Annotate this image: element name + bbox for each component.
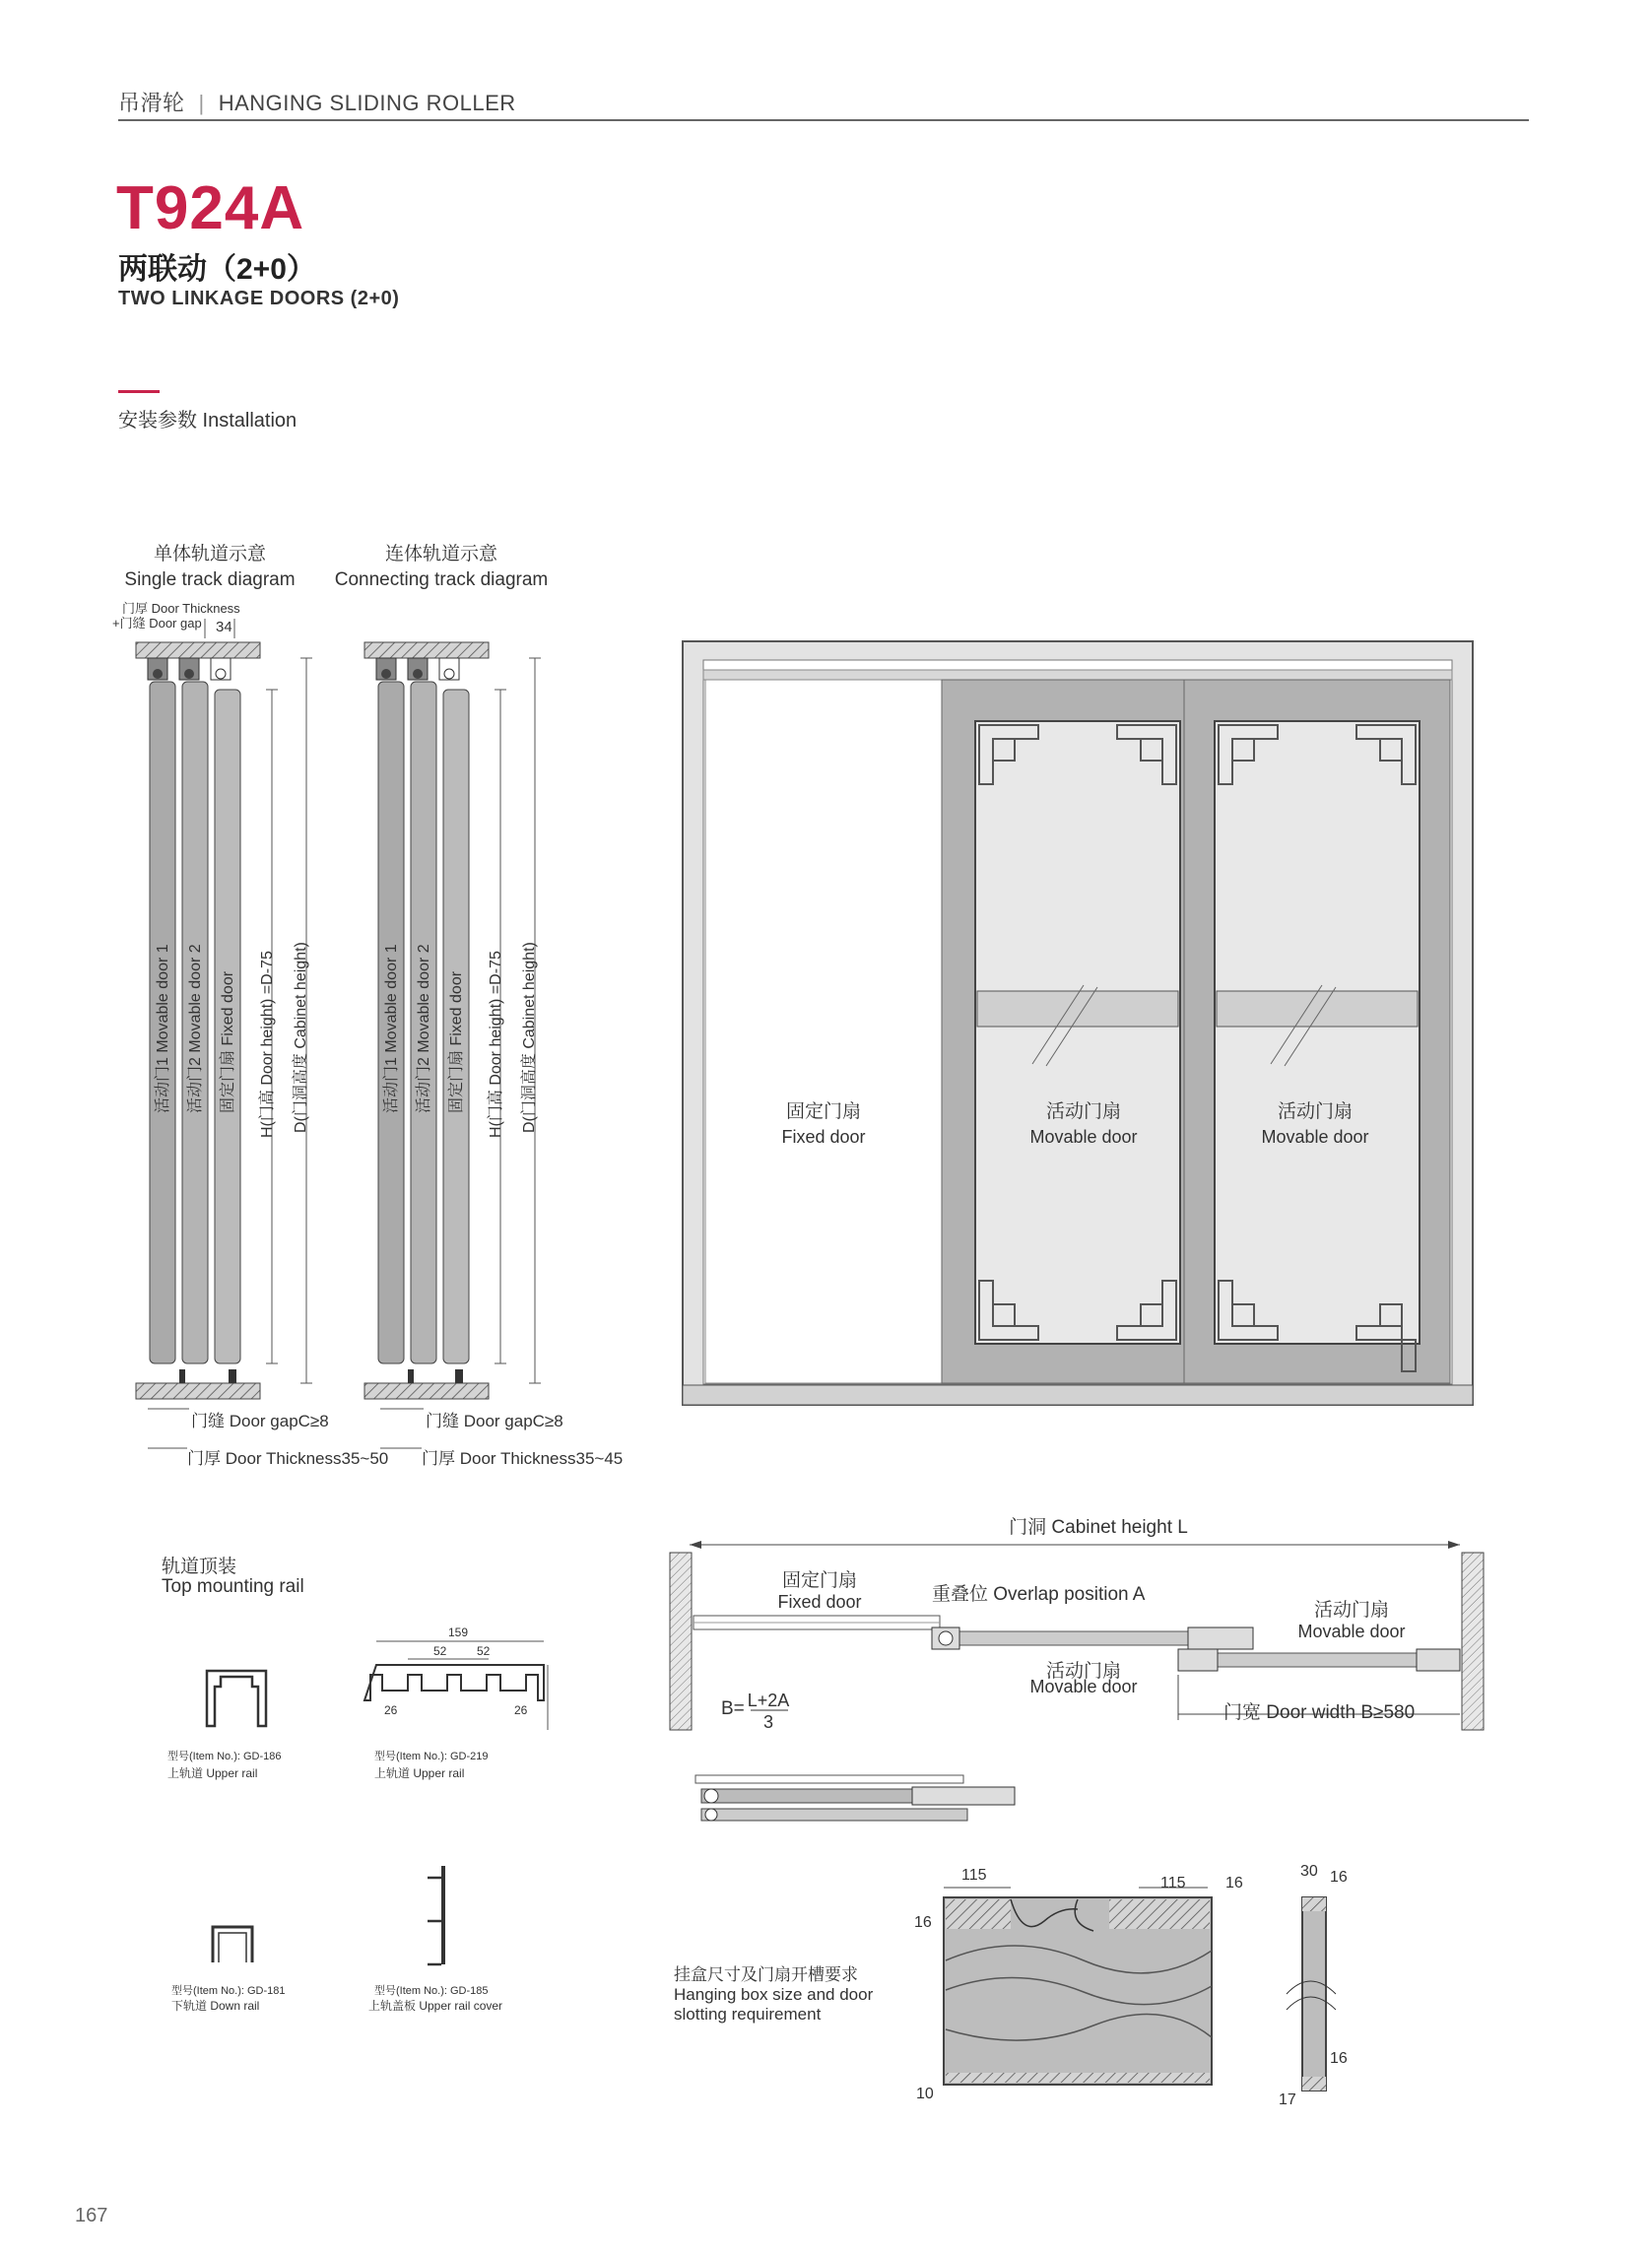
connecting-label-cabinet: D(门洞高度 Cabinet height) — [521, 942, 538, 1133]
gd219-width: 159 — [447, 1626, 469, 1639]
gd185-item-no: 型号(Item No.): GD-185 — [374, 1985, 489, 1997]
slotting-title-en-1: Hanging box size and door — [674, 1985, 874, 2004]
gd186-item-no: 型号(Item No.): GD-186 — [167, 1751, 282, 1762]
single-track-title-en: Single track diagram — [124, 569, 296, 590]
plan-cabinet-label: 门洞 Cabinet height L — [1009, 1517, 1188, 1538]
connecting-gap-note: 门缝 Door gapC≥8 — [426, 1412, 563, 1430]
rail-profiles — [162, 1556, 548, 2013]
front-view-diagram — [683, 641, 1473, 1405]
side-dim-16-top: 16 — [1330, 1869, 1348, 1886]
gd185-name: 上轨盖板 Upper rail cover — [368, 1999, 503, 2013]
connecting-label-movable-2: 活动门2 Movable door 2 — [416, 944, 432, 1113]
front-movable-1-en: Movable door — [1029, 1127, 1138, 1147]
model-number: T924A — [116, 174, 305, 242]
gd181-name: 下轨道 Down rail — [171, 1999, 260, 2013]
slotting-title-en-2: slotting requirement — [674, 2005, 822, 2024]
slot-dim-10: 10 — [916, 2086, 934, 2102]
connecting-track-diagram — [335, 543, 624, 1468]
section-label: 安装参数 Installation — [118, 410, 297, 431]
slot-dim-115-left: 115 — [961, 1867, 987, 1884]
single-gap-value: 34 — [216, 619, 232, 635]
page-number: 167 — [75, 2205, 108, 2226]
gd219-name: 上轨道 Upper rail — [374, 1766, 465, 1780]
plan-view-diagram — [670, 1516, 1484, 1821]
connecting-label-movable-1: 活动门1 Movable door 1 — [383, 944, 400, 1113]
connecting-thickness-note: 门厚 Door Thickness35~45 — [422, 1449, 624, 1468]
single-label-movable-1: 活动门1 Movable door 1 — [155, 944, 171, 1113]
single-gap-note: 门缝 Door gapC≥8 — [191, 1412, 329, 1430]
single-thickness-note-1: 门厚 Door Thickness — [122, 601, 240, 616]
gd219-dim-a: 52 — [433, 1644, 447, 1658]
header-separator: | — [198, 91, 205, 115]
front-fixed-cn: 固定门扇 — [785, 1101, 862, 1122]
slotting-diagram — [674, 1863, 1348, 2108]
gd219-dim-b: 52 — [477, 1644, 491, 1658]
gd186-name: 上轨道 Upper rail — [167, 1766, 258, 1780]
slotting-title-cn: 挂盒尺寸及门扇开槽要求 — [674, 1965, 858, 1984]
gd219-dim-d: 26 — [514, 1703, 528, 1717]
product-title-cn: 两联动（2+0） — [118, 253, 316, 286]
rails-title-en: Top mounting rail — [162, 1576, 304, 1597]
connecting-track-title-cn: 连体轨道示意 — [384, 544, 498, 564]
front-movable-1-cn: 活动门扇 — [1045, 1101, 1122, 1122]
slot-dim-16-left: 16 — [914, 1914, 932, 1931]
single-label-height: H(门高 Door height) =D-75 — [259, 951, 276, 1138]
front-fixed-en: Fixed door — [781, 1127, 866, 1147]
slot-dim-115-right: 115 — [1160, 1875, 1186, 1892]
slot-dim-16-top: 16 — [1225, 1875, 1243, 1892]
single-label-movable-2: 活动门2 Movable door 2 — [187, 944, 204, 1113]
header-category-cn: 吊滑轮 — [118, 91, 185, 115]
single-label-fixed: 固定门扇 Fixed door — [220, 970, 236, 1113]
connecting-track-title-en: Connecting track diagram — [334, 569, 549, 590]
single-thickness-note: 门厚 Door Thickness35~50 — [187, 1449, 389, 1468]
single-track-title-cn: 单体轨道示意 — [153, 544, 267, 564]
header-category-en: HANGING SLIDING ROLLER — [218, 91, 516, 115]
plan-fixed-cn: 固定门扇 — [781, 1570, 858, 1591]
front-movable-2-en: Movable door — [1261, 1127, 1369, 1147]
gd181-item-no: 型号(Item No.): GD-181 — [171, 1985, 286, 1997]
plan-door-width: 门宽 Door width B≥580 — [1223, 1702, 1416, 1723]
plan-movable-2-cn: 活动门扇 — [1313, 1600, 1390, 1621]
front-movable-2-cn: 活动门扇 — [1277, 1101, 1354, 1122]
connecting-label-fixed: 固定门扇 Fixed door — [448, 970, 465, 1113]
side-dim-30: 30 — [1300, 1863, 1318, 1880]
single-thickness-note-2: +门缝 Door gap — [112, 616, 202, 631]
rails-title-cn: 轨道顶装 — [162, 1557, 237, 1577]
gd219-item-no: 型号(Item No.): GD-219 — [374, 1751, 489, 1762]
plan-formula-b: B= — [721, 1698, 745, 1719]
plan-overlap-label: 重叠位 Overlap position A — [932, 1584, 1146, 1605]
gd219-dim-c: 26 — [384, 1703, 398, 1717]
plan-formula-numerator: L+2A — [747, 1691, 790, 1710]
connecting-label-height: H(门高 Door height) =D-75 — [488, 951, 504, 1138]
plan-fixed-en: Fixed door — [777, 1592, 862, 1612]
plan-movable-1-en: Movable door — [1029, 1677, 1138, 1696]
product-title-en: TWO LINKAGE DOORS (2+0) — [118, 288, 400, 309]
plan-movable-1-cn: 活动门扇 — [1045, 1661, 1122, 1682]
side-dim-16-bottom: 16 — [1330, 2050, 1348, 2067]
single-track-diagram — [112, 543, 388, 1468]
plan-movable-2-en: Movable door — [1297, 1622, 1406, 1641]
single-label-cabinet: D(门洞高度 Cabinet height) — [293, 942, 309, 1133]
side-dim-17: 17 — [1279, 2091, 1296, 2108]
plan-formula-denominator: 3 — [762, 1712, 774, 1732]
